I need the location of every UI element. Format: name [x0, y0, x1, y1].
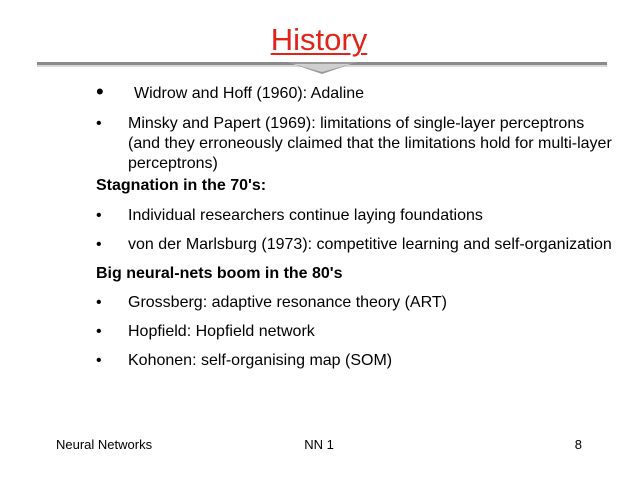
bullet-text: Widrow and Hoff (1960): Adaline	[134, 85, 365, 102]
section-heading: Big neural-nets boom in the 80's	[96, 265, 343, 282]
footer-page-number: 8	[574, 437, 582, 452]
bullet-text: Individual researchers continue laying foundations	[128, 207, 483, 224]
bullet-text: Minsky and Papert (1969): limitations of single-layer perceptrons (and they erroneously claimed that the limitations hold for multi-layer perceptrons)	[128, 115, 612, 172]
bullet-text: Kohonen: self-organising map (SOM)	[128, 352, 393, 369]
bullet-marker: •	[96, 294, 102, 311]
footer-lecture-id: NN 1	[304, 437, 334, 452]
bullet-marker: •	[96, 79, 104, 104]
bullet-marker: •	[96, 323, 102, 340]
bullet-marker: •	[96, 115, 102, 132]
section-heading: Stagnation in the 70's:	[96, 177, 267, 194]
bullet-text: Hopfield: Hopfield network	[128, 323, 315, 340]
bullet-marker: •	[96, 207, 102, 224]
footer-course-name: Neural Networks	[56, 437, 153, 452]
bullet-marker: •	[96, 352, 102, 369]
slide-title: History	[270, 22, 368, 57]
bullet-text: von der Marlsburg (1973): competitive learning and self-organization	[128, 236, 612, 253]
bullet-marker: •	[96, 236, 102, 253]
bullet-text: Grossberg: adaptive resonance theory (ART)	[128, 294, 447, 311]
